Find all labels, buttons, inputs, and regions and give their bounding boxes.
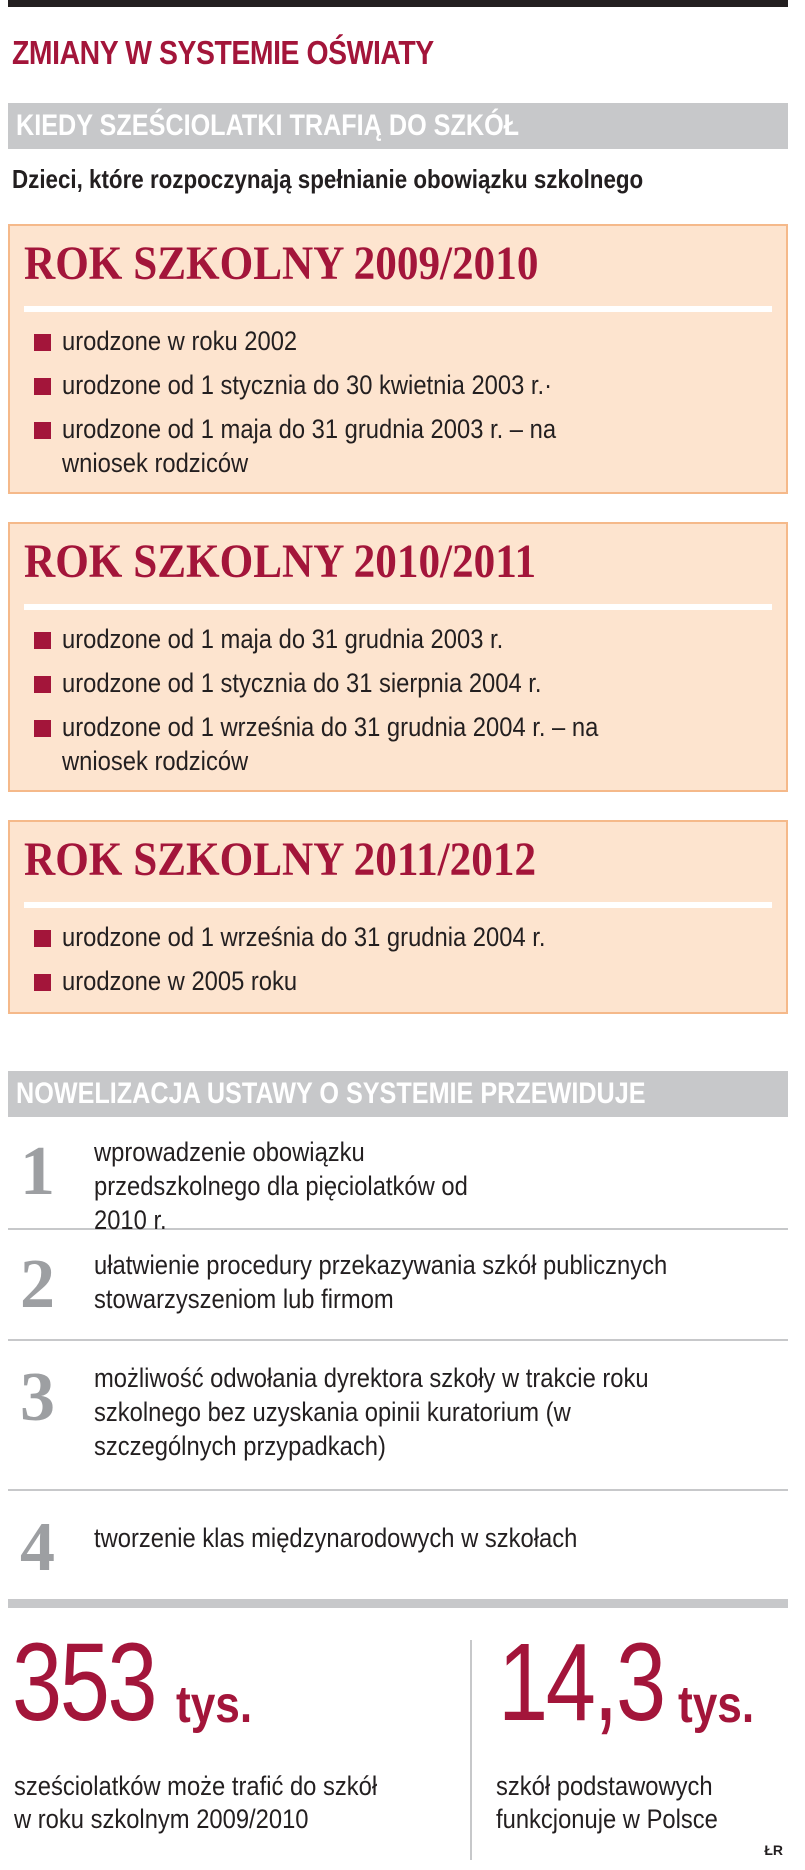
stat-unit: tys.: [678, 1676, 755, 1734]
section-heading-label: KIEDY SZEŚCIOLATKI TRAFIĄ DO SZKÓŁ: [16, 109, 520, 142]
section-heading-label: NOWELIZACJA USTAWY O SYSTEMIE PRZEWIDUJE: [16, 1077, 646, 1110]
numbered-point: [8, 1230, 788, 1341]
stats-divider: [470, 1640, 472, 1860]
point-number: 1: [20, 1133, 55, 1210]
point-text: wprowadzenie obowiązku przedszkolnego dla pięciolatków od 2010 r.: [94, 1137, 468, 1235]
year-title: ROK SZKOLNY 2010/2011: [24, 535, 537, 588]
bullet-square-icon: [34, 334, 51, 351]
top-rule: [8, 0, 788, 7]
year-box-2010-2011: [8, 522, 788, 792]
page-title: ZMIANY W SYSTEMIE OŚWIATY: [12, 34, 434, 71]
point-text: tworzenie klas międzynarodowych w szkołach: [94, 1523, 578, 1553]
bullet-square-icon: [34, 720, 51, 737]
bullet-square-icon: [34, 378, 51, 395]
stat-caption-line: w roku szkolnym 2009/2010: [14, 1804, 309, 1834]
bullet-square-icon: [34, 632, 51, 649]
year-item-list: [30, 920, 766, 1008]
intro-text: Dzieci, które rozpoczynają spełnianie obowiązku szkolnego: [12, 164, 644, 194]
bullet-square-icon: [34, 676, 51, 693]
list-item: urodzone od 1 września do 31 grudnia 2004 r. – na wniosek rodziców: [30, 710, 622, 778]
point-text: ułatwienie procedury przekazywania szkół publicznych stowarzyszeniom lub firmom: [94, 1250, 668, 1314]
year-item-list: [30, 622, 766, 788]
point-number: 3: [20, 1359, 55, 1436]
numbered-point: [8, 1491, 788, 1591]
author-credit: ŁR: [764, 1842, 783, 1858]
year-title: ROK SZKOLNY 2011/2012: [24, 833, 537, 886]
list-item: urodzone od 1 maja do 31 grudnia 2003 r.: [30, 622, 766, 656]
stat-caption-line: szkół podstawowych: [496, 1771, 713, 1801]
stat-caption-line: sześciolatków może trafić do szkół: [14, 1771, 378, 1801]
list-item: urodzone w 2005 roku: [30, 964, 766, 998]
list-item: urodzone w roku 2002: [30, 324, 766, 358]
stat-caption-line: funkcjonuje w Polsce: [496, 1804, 718, 1834]
list-item: urodzone od 1 września do 31 grudnia 2004 r.: [30, 920, 766, 954]
year-item-list: [30, 324, 766, 490]
year-divider: [24, 902, 772, 908]
year-box-2011-2012: [8, 820, 788, 1014]
year-box-2009-2010: [8, 224, 788, 494]
point-number: 2: [20, 1246, 55, 1323]
numbered-point: [8, 1341, 788, 1491]
list-item: urodzone od 1 maja do 31 grudnia 2003 r. – na wniosek rodziców: [30, 412, 622, 480]
stats-rule: [8, 1599, 788, 1608]
year-title: ROK SZKOLNY 2009/2010: [24, 237, 539, 290]
list-item: urodzone od 1 stycznia do 31 sierpnia 2004 r.: [30, 666, 766, 700]
list-item: urodzone od 1 stycznia do 30 kwietnia 2003 r.·: [30, 368, 766, 402]
bullet-square-icon: [34, 930, 51, 947]
point-number: 4: [20, 1509, 55, 1586]
bullet-square-icon: [34, 974, 51, 991]
stat-value: 353: [12, 1621, 156, 1744]
bullet-square-icon: [34, 422, 51, 439]
stat-value: 14,3: [498, 1621, 664, 1744]
year-divider: [24, 604, 772, 610]
year-divider: [24, 306, 772, 312]
numbered-point: [8, 1117, 788, 1235]
section-heading-school-start: [8, 103, 788, 149]
point-text: możliwość odwołania dyrektora szkoły w trakcie roku szkolnego bez uzyskania opinii kuratorium (w szczególnych przypadkach): [94, 1363, 649, 1461]
section-heading-amendment: [8, 1071, 788, 1117]
stat-unit: tys.: [176, 1676, 253, 1734]
